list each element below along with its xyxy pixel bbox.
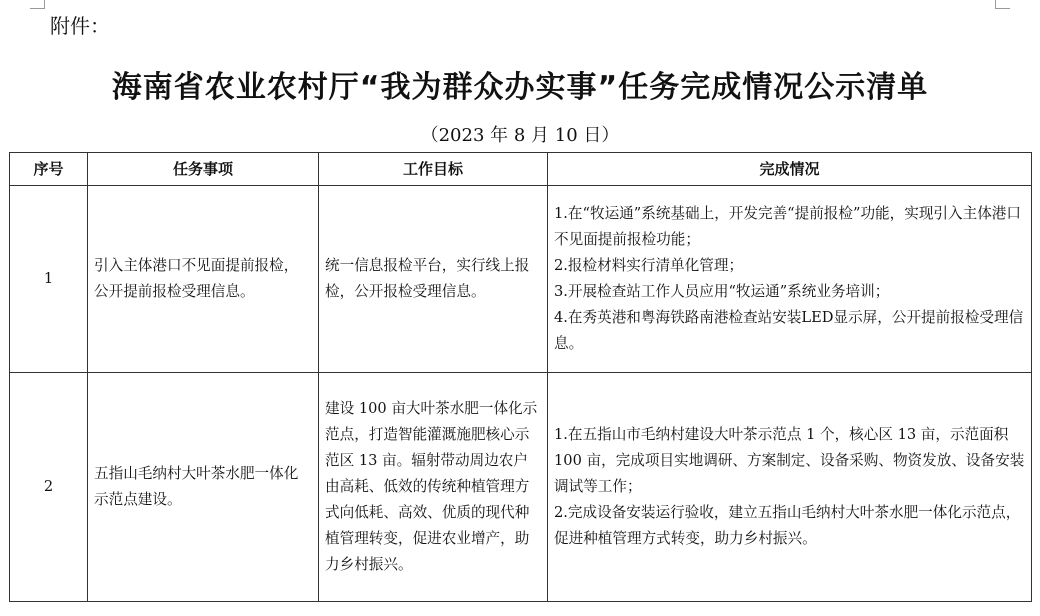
task-item: 引入主体港口不见面提前报检，公开提前报检受理信息。	[88, 186, 319, 373]
column-header-completion: 完成情况	[548, 153, 1032, 186]
task-item: 五指山毛纳村大叶茶水肥一体化示范点建设。	[88, 373, 319, 602]
page-corner-mark-right	[995, 0, 1010, 9]
column-header-task: 任务事项	[88, 153, 319, 186]
column-header-no: 序号	[10, 153, 88, 186]
completion-step: 2.报检材料实行清单化管理；	[554, 257, 744, 274]
row-number: 1	[10, 186, 88, 373]
page-corner-mark-left	[30, 0, 45, 9]
completion-step: 3.开展检查站工作人员应用“牧运通”系统业务培训；	[554, 283, 890, 300]
page-title: 海南省农业农村厅“我为群众办实事”任务完成情况公示清单	[111, 70, 929, 105]
completion-step: 2.完成设备安装运行验收，建立五指山毛纳村大叶茶水肥一体化示范点，促进种植管理方式转变，助力乡村振兴。	[554, 504, 1021, 547]
completion-step: 1.在“牧运通”系统基础上，开发完善“提前报检”功能，实现引入主体港口不见面提前报检功能；	[554, 205, 1021, 248]
completion-step: 4.在秀英港和粤海铁路南港检查站安装LED显示屏，公开提前报检受理信息。	[554, 309, 1024, 352]
work-goal: 统一信息报检平台，实行线上报检，公开报检受理信息。	[319, 186, 548, 373]
completion-status	[548, 373, 1032, 602]
table-row	[10, 186, 1032, 373]
column-header-goal: 工作目标	[319, 153, 548, 186]
work-goal: 建设 100 亩大叶茶水肥一体化示范点，打造智能灌溉施肥核心示范区 13 亩。辐射带动周边农户由高耗、低效的传统种植管理方式向低耗、高效、优质的现代种植管理转变，促进农业增产，助力乡村振兴。	[319, 373, 548, 602]
table-header-row	[10, 153, 1032, 186]
attachment-label: 附件：	[50, 14, 110, 38]
completion-step: 1.在五指山市毛纳村建设大叶茶示范点 1 个，核心区 13 亩，示范面积 100 亩，完成项目实地调研、方案制定、设备采购、物资发放、设备安装调试等工作；	[554, 426, 1025, 495]
task-table	[9, 152, 1032, 602]
table-row	[10, 373, 1032, 602]
completion-status	[548, 186, 1032, 373]
publish-date: （2023 年 8 月 10 日）	[420, 125, 620, 146]
row-number: 2	[10, 373, 88, 602]
